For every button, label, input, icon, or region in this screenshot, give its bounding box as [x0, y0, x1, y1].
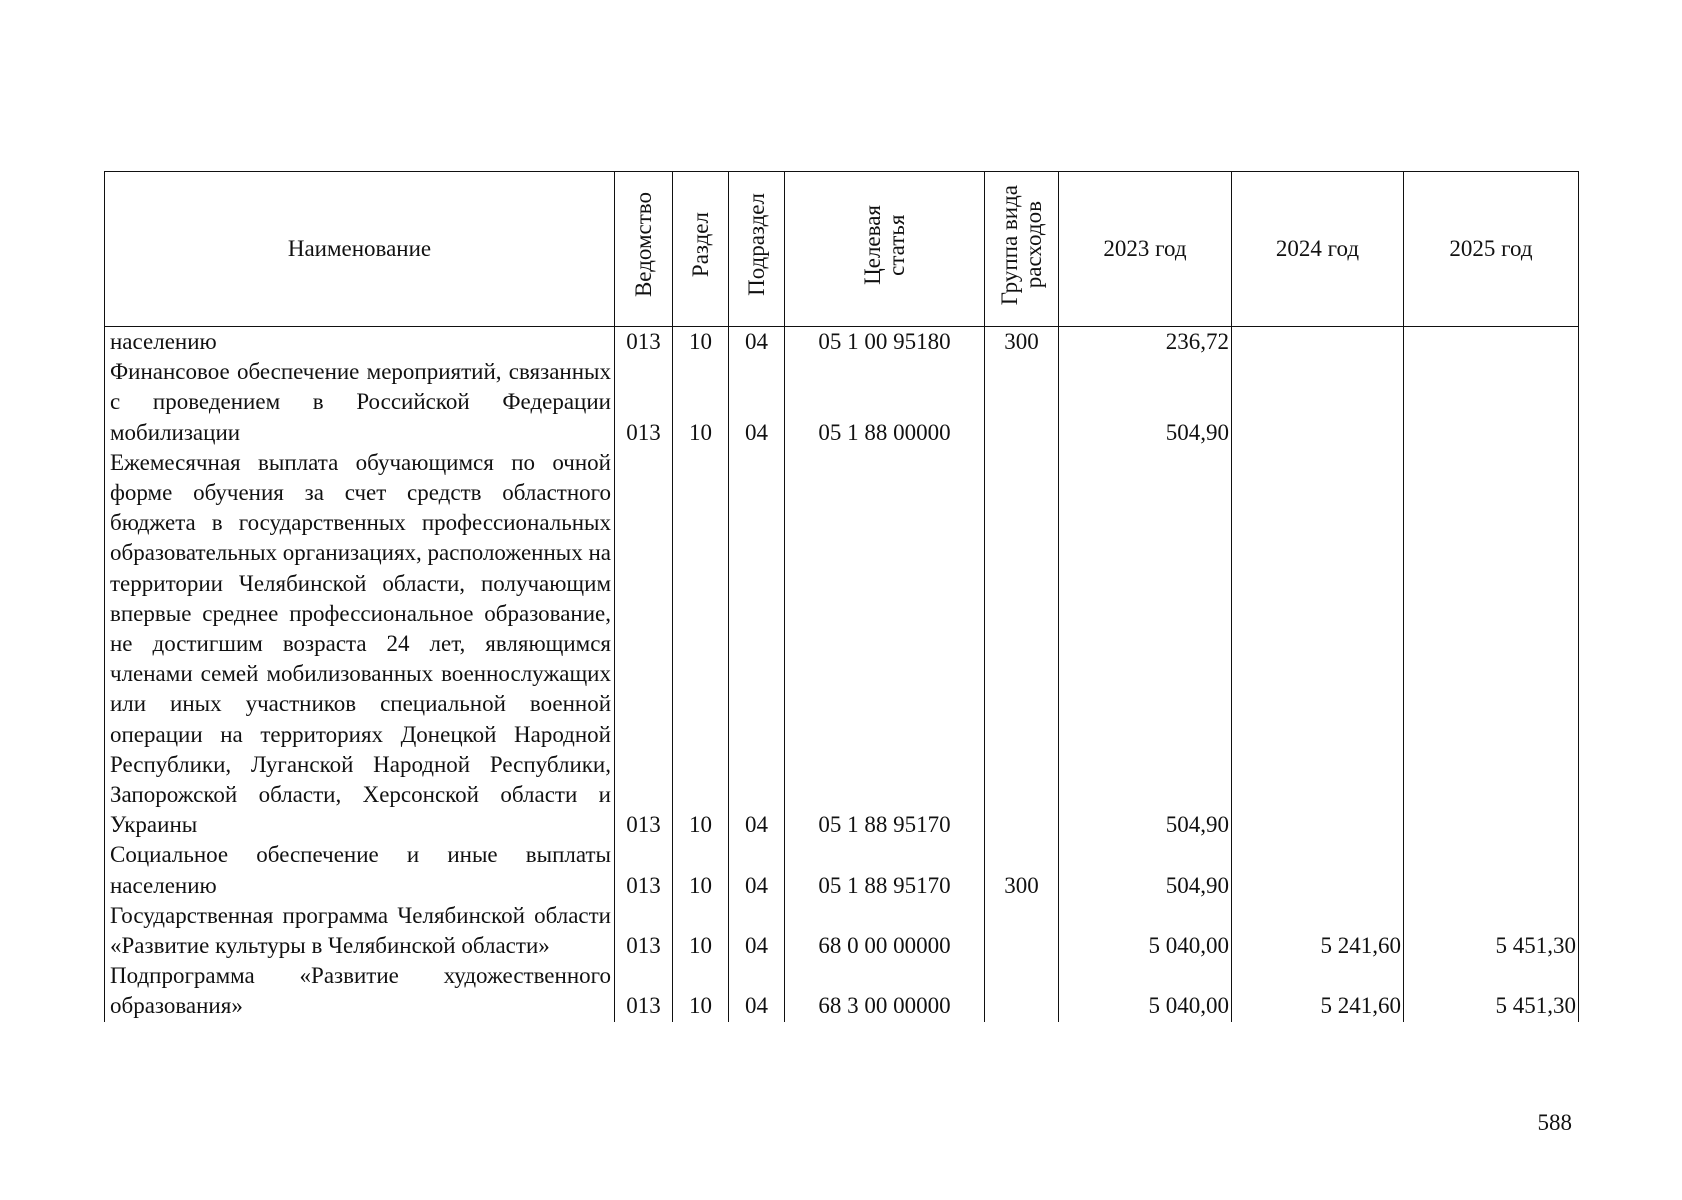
- row-section: 10: [673, 961, 729, 1021]
- table-header-row: [105, 172, 1579, 327]
- row-2025: [1404, 327, 1579, 358]
- row-target-item: 05 1 00 95180: [785, 327, 985, 358]
- row-department: 013: [615, 327, 673, 358]
- row-section: 10: [673, 901, 729, 961]
- row-section: 10: [673, 840, 729, 900]
- row-target-item: 68 3 00 00000: [785, 961, 985, 1021]
- row-expense-group: 300: [985, 327, 1059, 358]
- row-subsection: 04: [729, 840, 785, 900]
- row-2024: [1232, 840, 1404, 900]
- row-expense-group: 300: [985, 840, 1059, 900]
- row-2025: [1404, 357, 1579, 448]
- row-subsection: 04: [729, 901, 785, 961]
- header-2023: 2023 год: [1059, 172, 1232, 327]
- row-section: 10: [673, 327, 729, 358]
- row-target-item: 05 1 88 95170: [785, 448, 985, 841]
- row-expense-group: [985, 357, 1059, 448]
- row-name: Финансовое обеспечение мероприятий, связанных с проведением в Российской Федерации мобилизации: [105, 357, 615, 448]
- row-2024: 5 241,60: [1232, 961, 1404, 1021]
- row-2023: 504,90: [1059, 448, 1232, 841]
- row-target-item: 05 1 88 95170: [785, 840, 985, 900]
- row-2024: [1232, 357, 1404, 448]
- header-2024: 2024 год: [1232, 172, 1404, 327]
- row-expense-group: [985, 448, 1059, 841]
- row-department: 013: [615, 357, 673, 448]
- header-2025: 2025 год: [1404, 172, 1579, 327]
- row-subsection: 04: [729, 327, 785, 358]
- row-department: 013: [615, 961, 673, 1021]
- page-number: 588: [1537, 1110, 1572, 1135]
- row-subsection: 04: [729, 357, 785, 448]
- table-row: [105, 901, 1579, 961]
- header-section: Раздел: [673, 172, 729, 327]
- row-section: 10: [673, 357, 729, 448]
- row-2023: 504,90: [1059, 357, 1232, 448]
- row-name: Ежемесячная выплата обучающимся по очной форме обучения за счет средств областного бюджета в государственных профессиональных образовательных организациях, расположенных на территории Челябинской области, получающим впервые среднее профессиональное образование, не достигшим возраста 24 лет, являющимся членами семей мобилизованных военнослужащих или иных участников специальной военной операции на территориях Донецкой Народной Республики, Луганской Народной Республики, Запорожской области, Херсонской области и Украины: [105, 448, 615, 841]
- table-row: [105, 961, 1579, 1021]
- row-2025: [1404, 448, 1579, 841]
- row-department: 013: [615, 448, 673, 841]
- row-target-item: 68 0 00 00000: [785, 901, 985, 961]
- header-subsection: Подраздел: [729, 172, 785, 327]
- header-target-item: Целевая статья: [785, 172, 985, 327]
- row-2024: 5 241,60: [1232, 901, 1404, 961]
- row-2024: [1232, 327, 1404, 358]
- row-subsection: 04: [729, 961, 785, 1021]
- row-target-item: 05 1 88 00000: [785, 357, 985, 448]
- row-name: населению: [105, 327, 615, 358]
- row-department: 013: [615, 901, 673, 961]
- row-expense-group: [985, 961, 1059, 1021]
- row-2023: 236,72: [1059, 327, 1232, 358]
- row-2024: [1232, 448, 1404, 841]
- row-2025: 5 451,30: [1404, 961, 1579, 1021]
- table-row: [105, 840, 1579, 900]
- row-subsection: 04: [729, 448, 785, 841]
- header-department: Ведомство: [615, 172, 673, 327]
- header-expense-group: Группа вида расходов: [985, 172, 1059, 327]
- row-department: 013: [615, 840, 673, 900]
- table-row: [105, 327, 1579, 358]
- row-section: 10: [673, 448, 729, 841]
- header-name: Наименование: [105, 172, 615, 327]
- row-name: Государственная программа Челябинской области «Развитие культуры в Челябинской области»: [105, 901, 615, 961]
- budget-table: [104, 171, 1579, 1022]
- row-2023: 5 040,00: [1059, 961, 1232, 1021]
- table-row: [105, 448, 1579, 841]
- table-row: [105, 357, 1579, 448]
- row-2023: 5 040,00: [1059, 901, 1232, 961]
- row-2025: 5 451,30: [1404, 901, 1579, 961]
- row-name: Подпрограмма «Развитие художественного образования»: [105, 961, 615, 1021]
- row-expense-group: [985, 901, 1059, 961]
- row-2025: [1404, 840, 1579, 900]
- row-2023: 504,90: [1059, 840, 1232, 900]
- row-name: Социальное обеспечение и иные выплаты населению: [105, 840, 615, 900]
